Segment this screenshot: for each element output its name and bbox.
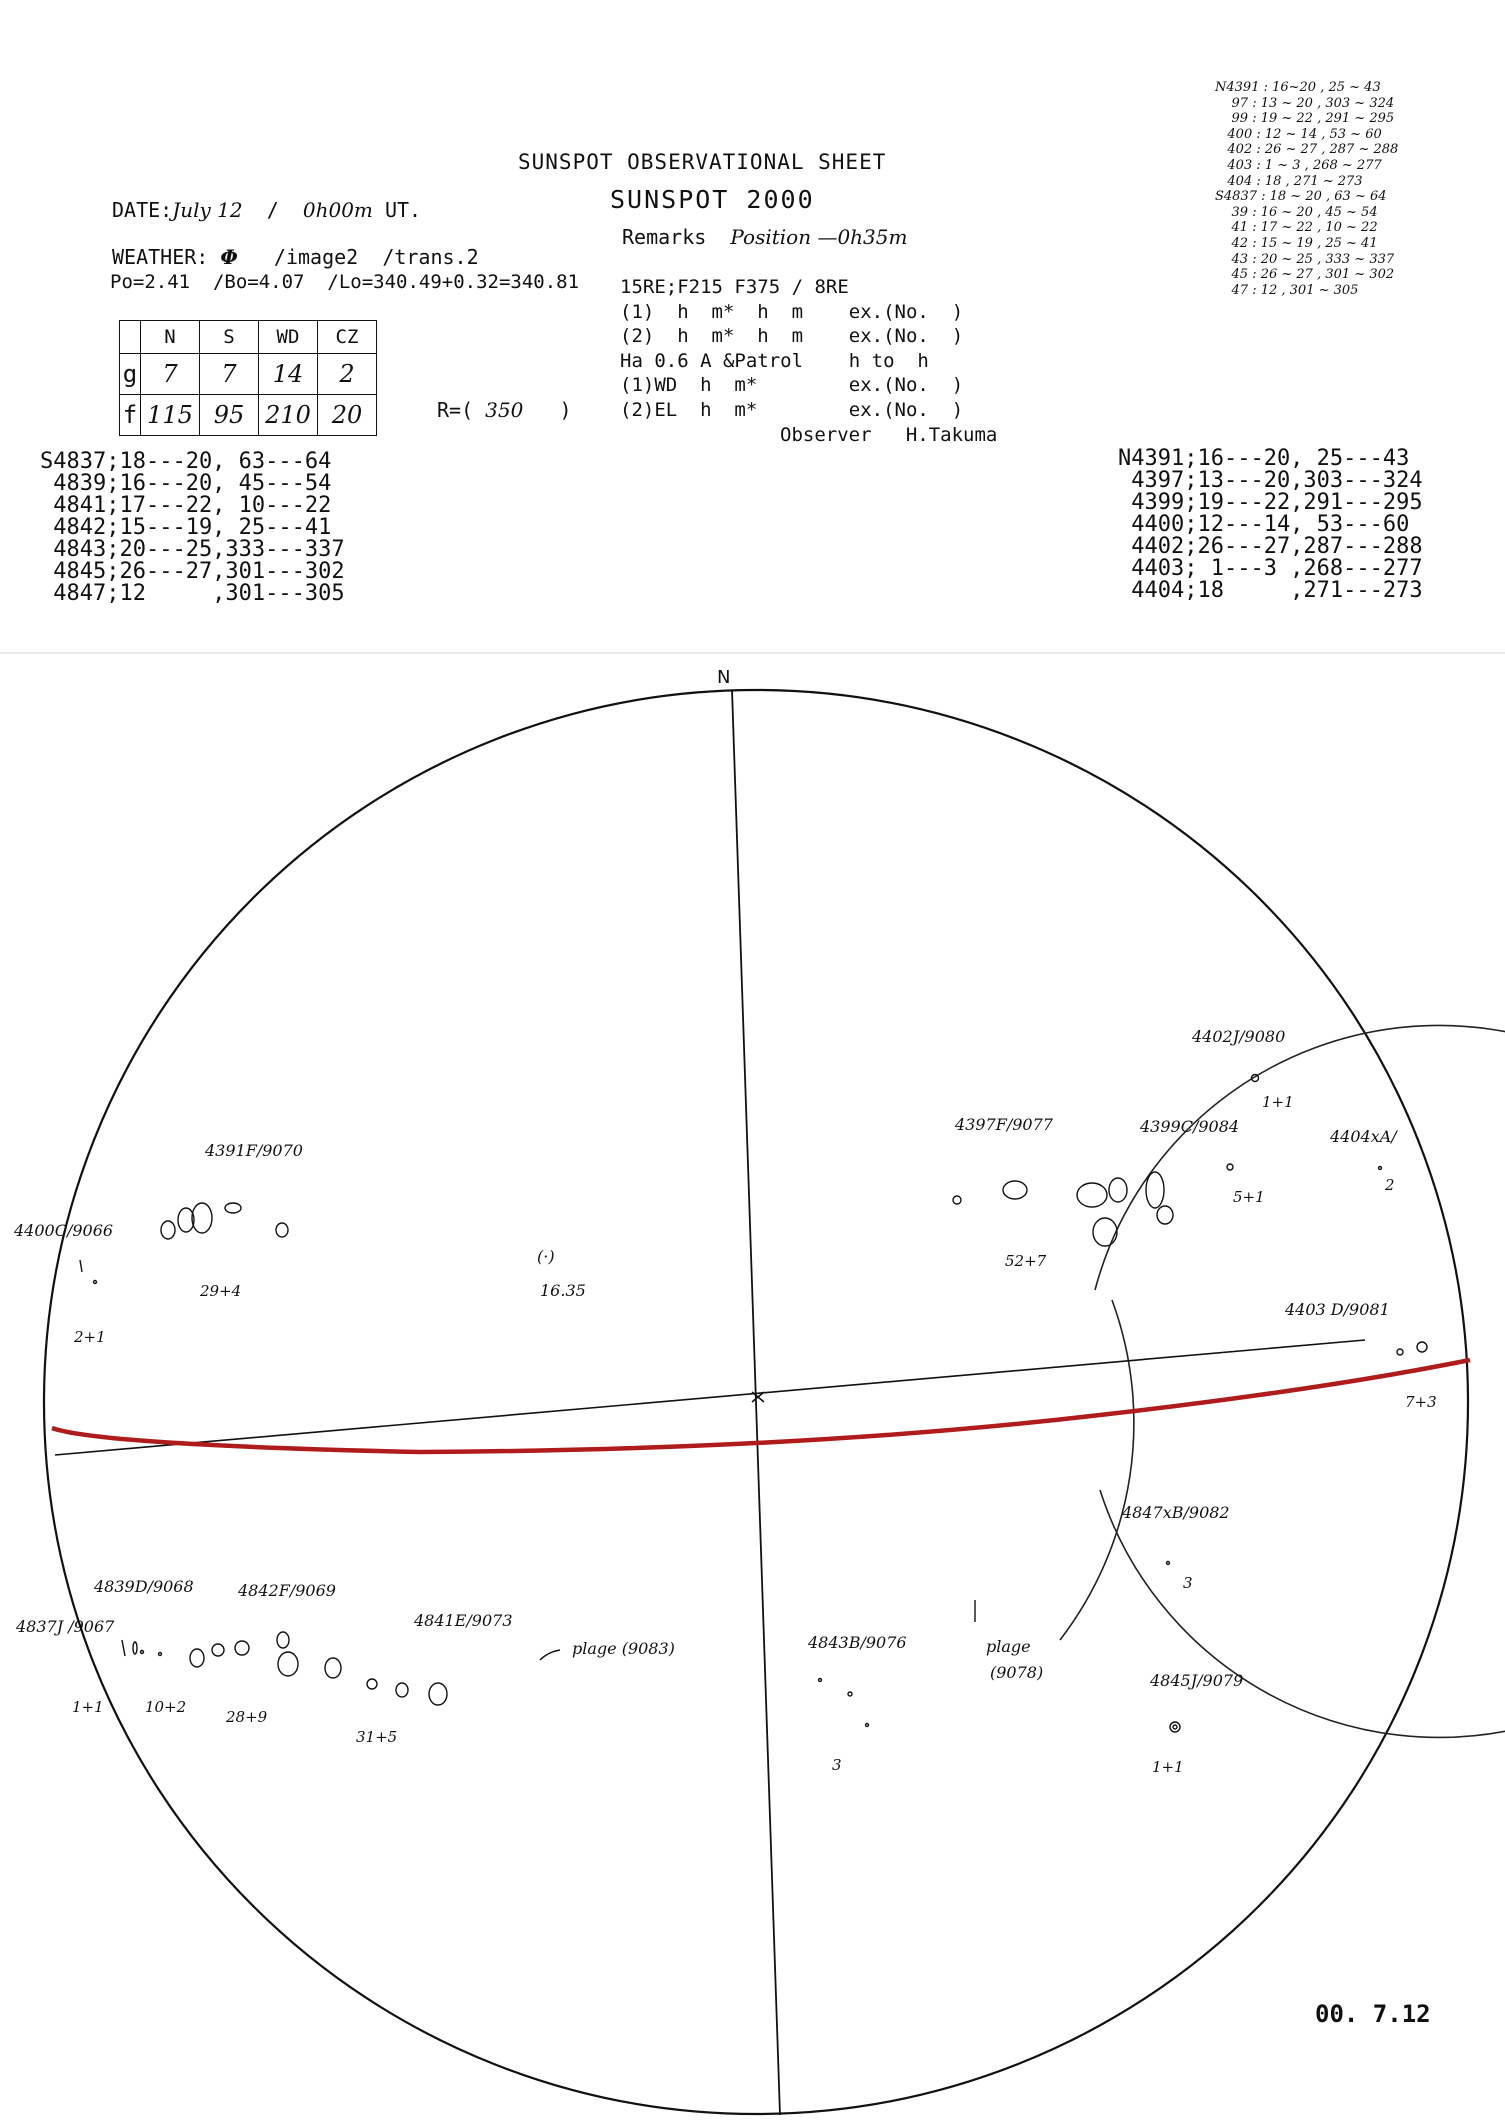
g-cz: 2	[318, 354, 377, 395]
hand-entry: 39 : 16 ~ 20 , 45 ~ 54	[1215, 204, 1378, 220]
observation-line: (2)EL h m* ex.(No. )	[620, 398, 964, 421]
central-meridian	[732, 690, 780, 2115]
inner-circle-right	[1060, 1300, 1134, 1640]
hand-entry: 41 : 17 ~ 22 , 10 ~ 22	[1215, 220, 1378, 236]
g-s: 7	[200, 354, 259, 395]
image-quality: /image2	[273, 245, 359, 269]
north-marker: N	[717, 667, 731, 688]
south-group: 4839;16---20, 45---54	[40, 471, 332, 496]
north-group: N4391;16---20, 25---43	[1118, 446, 1410, 471]
north-group: 4402;26---27,287---288	[1118, 534, 1423, 559]
hand-entry: 403 : 1 ~ 3 , 268 ~ 277	[1215, 157, 1382, 173]
hand-entry: 97 : 13 ~ 20 , 303 ~ 324	[1215, 95, 1395, 111]
hand-entry: 99 : 19 ~ 22 , 291 ~ 295	[1215, 111, 1395, 127]
observation-line: (2) h m* h m ex.(No. )	[620, 325, 964, 348]
group-count-4845: 1+1	[1152, 1758, 1184, 1776]
lo-value: /Lo=340.49+0.32=340.81	[327, 271, 580, 293]
group-count-4404: 2	[1385, 1176, 1395, 1194]
plage-label-9078-bottom: (9078)	[990, 1663, 1044, 1682]
group-count-4397: 52+7	[1005, 1252, 1047, 1270]
hand-entry: 47 : 12 , 301 ~ 305	[1215, 282, 1359, 298]
f-wd: 210	[259, 395, 318, 436]
group-count-4399: 5+1	[1233, 1188, 1265, 1206]
north-group: 4400;12---14, 53---60	[1118, 512, 1410, 537]
group-count-4391: 29+4	[200, 1282, 242, 1300]
south-group: 4843;20---25,333---337	[40, 537, 345, 562]
group-count-4847: 3	[1183, 1574, 1193, 1592]
hand-entry: 402 : 26 ~ 27 , 287 ~ 288	[1215, 142, 1399, 158]
observation-line: (1)WD h m* ex.(No. )	[620, 374, 964, 397]
r-label: R=(	[437, 398, 474, 422]
hand-entry: 43 : 20 ~ 25 , 333 ~ 337	[1215, 251, 1395, 267]
date-value: July 12	[172, 198, 243, 222]
observer-label: Observer	[780, 423, 872, 446]
south-group: 4845;26---27,301---302	[40, 559, 345, 584]
group-label-4839: 4839D/9068	[94, 1577, 194, 1596]
observation-line: Ha 0.6 A &Patrol h to h	[620, 349, 929, 372]
remarks-handwritten: Position —0h35m	[730, 225, 908, 249]
observer-name: H.Takuma	[905, 423, 998, 446]
hand-entry: S4837 : 18 ~ 20 , 63 ~ 64	[1215, 189, 1387, 205]
group-count-4842: 28+9	[226, 1708, 268, 1726]
row-label-f: f	[120, 395, 141, 436]
f-s: 95	[200, 395, 259, 436]
group-count-4843: 3	[832, 1756, 842, 1774]
solar-equator	[52, 1360, 1470, 1452]
header-s: S	[200, 321, 259, 354]
center-note-mark: (·)	[537, 1247, 555, 1266]
observation-line: 15RE;F215 F375 / 8RE	[620, 276, 849, 298]
header-cz: CZ	[318, 321, 377, 354]
north-group: 4399;19---22,291---295	[1118, 490, 1423, 515]
r-value: 350	[485, 398, 524, 422]
south-group: 4842;15---19, 25---41	[40, 515, 332, 540]
group-label-4400: 4400C/9066	[14, 1221, 114, 1240]
date-label: DATE:	[112, 198, 173, 222]
row-label-g: g	[120, 354, 141, 395]
group-label-4403: 4403 D/9081	[1285, 1300, 1390, 1319]
time-unit: UT.	[384, 198, 422, 222]
f-n: 115	[141, 395, 200, 436]
group-label-4845: 4845J/9079	[1150, 1671, 1244, 1690]
bo-value: /Bo=4.07	[212, 271, 305, 293]
remarks-label: Remarks	[622, 225, 707, 249]
group-label-4404: 4404xA/	[1330, 1127, 1397, 1146]
hand-entry: 404 : 18 , 271 ~ 273	[1215, 173, 1363, 189]
plage-label-9078-top: plage	[986, 1637, 1031, 1656]
south-group: S4837;18---20, 63---64	[40, 449, 332, 474]
sheet-subtitle: SUNSPOT 2000	[610, 185, 815, 214]
date-separator: /	[266, 198, 279, 222]
group-count-4402: 1+1	[1262, 1093, 1294, 1111]
group-label-4837: 4837J /9067	[16, 1617, 115, 1636]
sheet-title: SUNSPOT OBSERVATIONAL SHEET	[518, 150, 887, 174]
group-label-4397: 4397F/9077	[955, 1115, 1053, 1134]
group-label-4847: 4847xB/9082	[1122, 1503, 1230, 1522]
weather-label: WEATHER:	[112, 245, 209, 269]
group-count-4400: 2+1	[74, 1328, 106, 1346]
hand-entry: 45 : 26 ~ 27 , 301 ~ 302	[1215, 267, 1395, 283]
hand-entry: 42 : 15 ~ 19 , 25 ~ 41	[1215, 235, 1378, 251]
hand-entry: 400 : 12 ~ 14 , 53 ~ 60	[1215, 126, 1382, 142]
plage-label-9083: plage (9083)	[572, 1639, 675, 1658]
f-cz: 20	[318, 395, 377, 436]
header-n: N	[141, 321, 200, 354]
weather-value: Φ	[220, 245, 238, 269]
group-label-4402: 4402J/9080	[1192, 1027, 1286, 1046]
po-value: Po=2.41	[110, 271, 191, 293]
footer-date: 00. 7.12	[1315, 2000, 1431, 2028]
observation-line: (1) h m* h m ex.(No. )	[620, 300, 964, 323]
south-group: 4841;17---22, 10---22	[40, 493, 332, 518]
group-count-4837: 1+1	[72, 1698, 104, 1716]
north-group: 4404;18 ,271---273	[1118, 578, 1423, 603]
time-value: 0h00m	[302, 198, 373, 222]
group-label-4841: 4841E/9073	[414, 1611, 513, 1630]
transparency: /trans.2	[382, 245, 479, 269]
north-group: 4403; 1---3 ,268---277	[1118, 556, 1423, 581]
sunspot-sketches	[80, 1075, 1427, 1733]
group-count-4839: 10+2	[145, 1698, 187, 1716]
group-count-4841: 31+5	[356, 1728, 398, 1746]
center-note: 16.35	[540, 1281, 586, 1300]
g-wd: 14	[259, 354, 318, 395]
group-label-4843: 4843B/9076	[808, 1633, 907, 1652]
hand-entry: N4391 : 16~20 , 25 ~ 43	[1215, 80, 1381, 95]
r-close: )	[559, 398, 572, 422]
group-label-4399: 4399C/9084	[1140, 1117, 1240, 1136]
north-group: 4397;13---20,303---324	[1118, 468, 1423, 493]
g-n: 7	[141, 354, 200, 395]
east-west-line	[55, 1340, 1365, 1455]
group-label-4842: 4842F/9069	[238, 1581, 336, 1600]
group-count-4403: 7+3	[1405, 1393, 1437, 1411]
header-wd: WD	[259, 321, 318, 354]
south-group: 4847;12 ,301---305	[40, 581, 345, 606]
group-label-4391: 4391F/9070	[205, 1141, 303, 1160]
